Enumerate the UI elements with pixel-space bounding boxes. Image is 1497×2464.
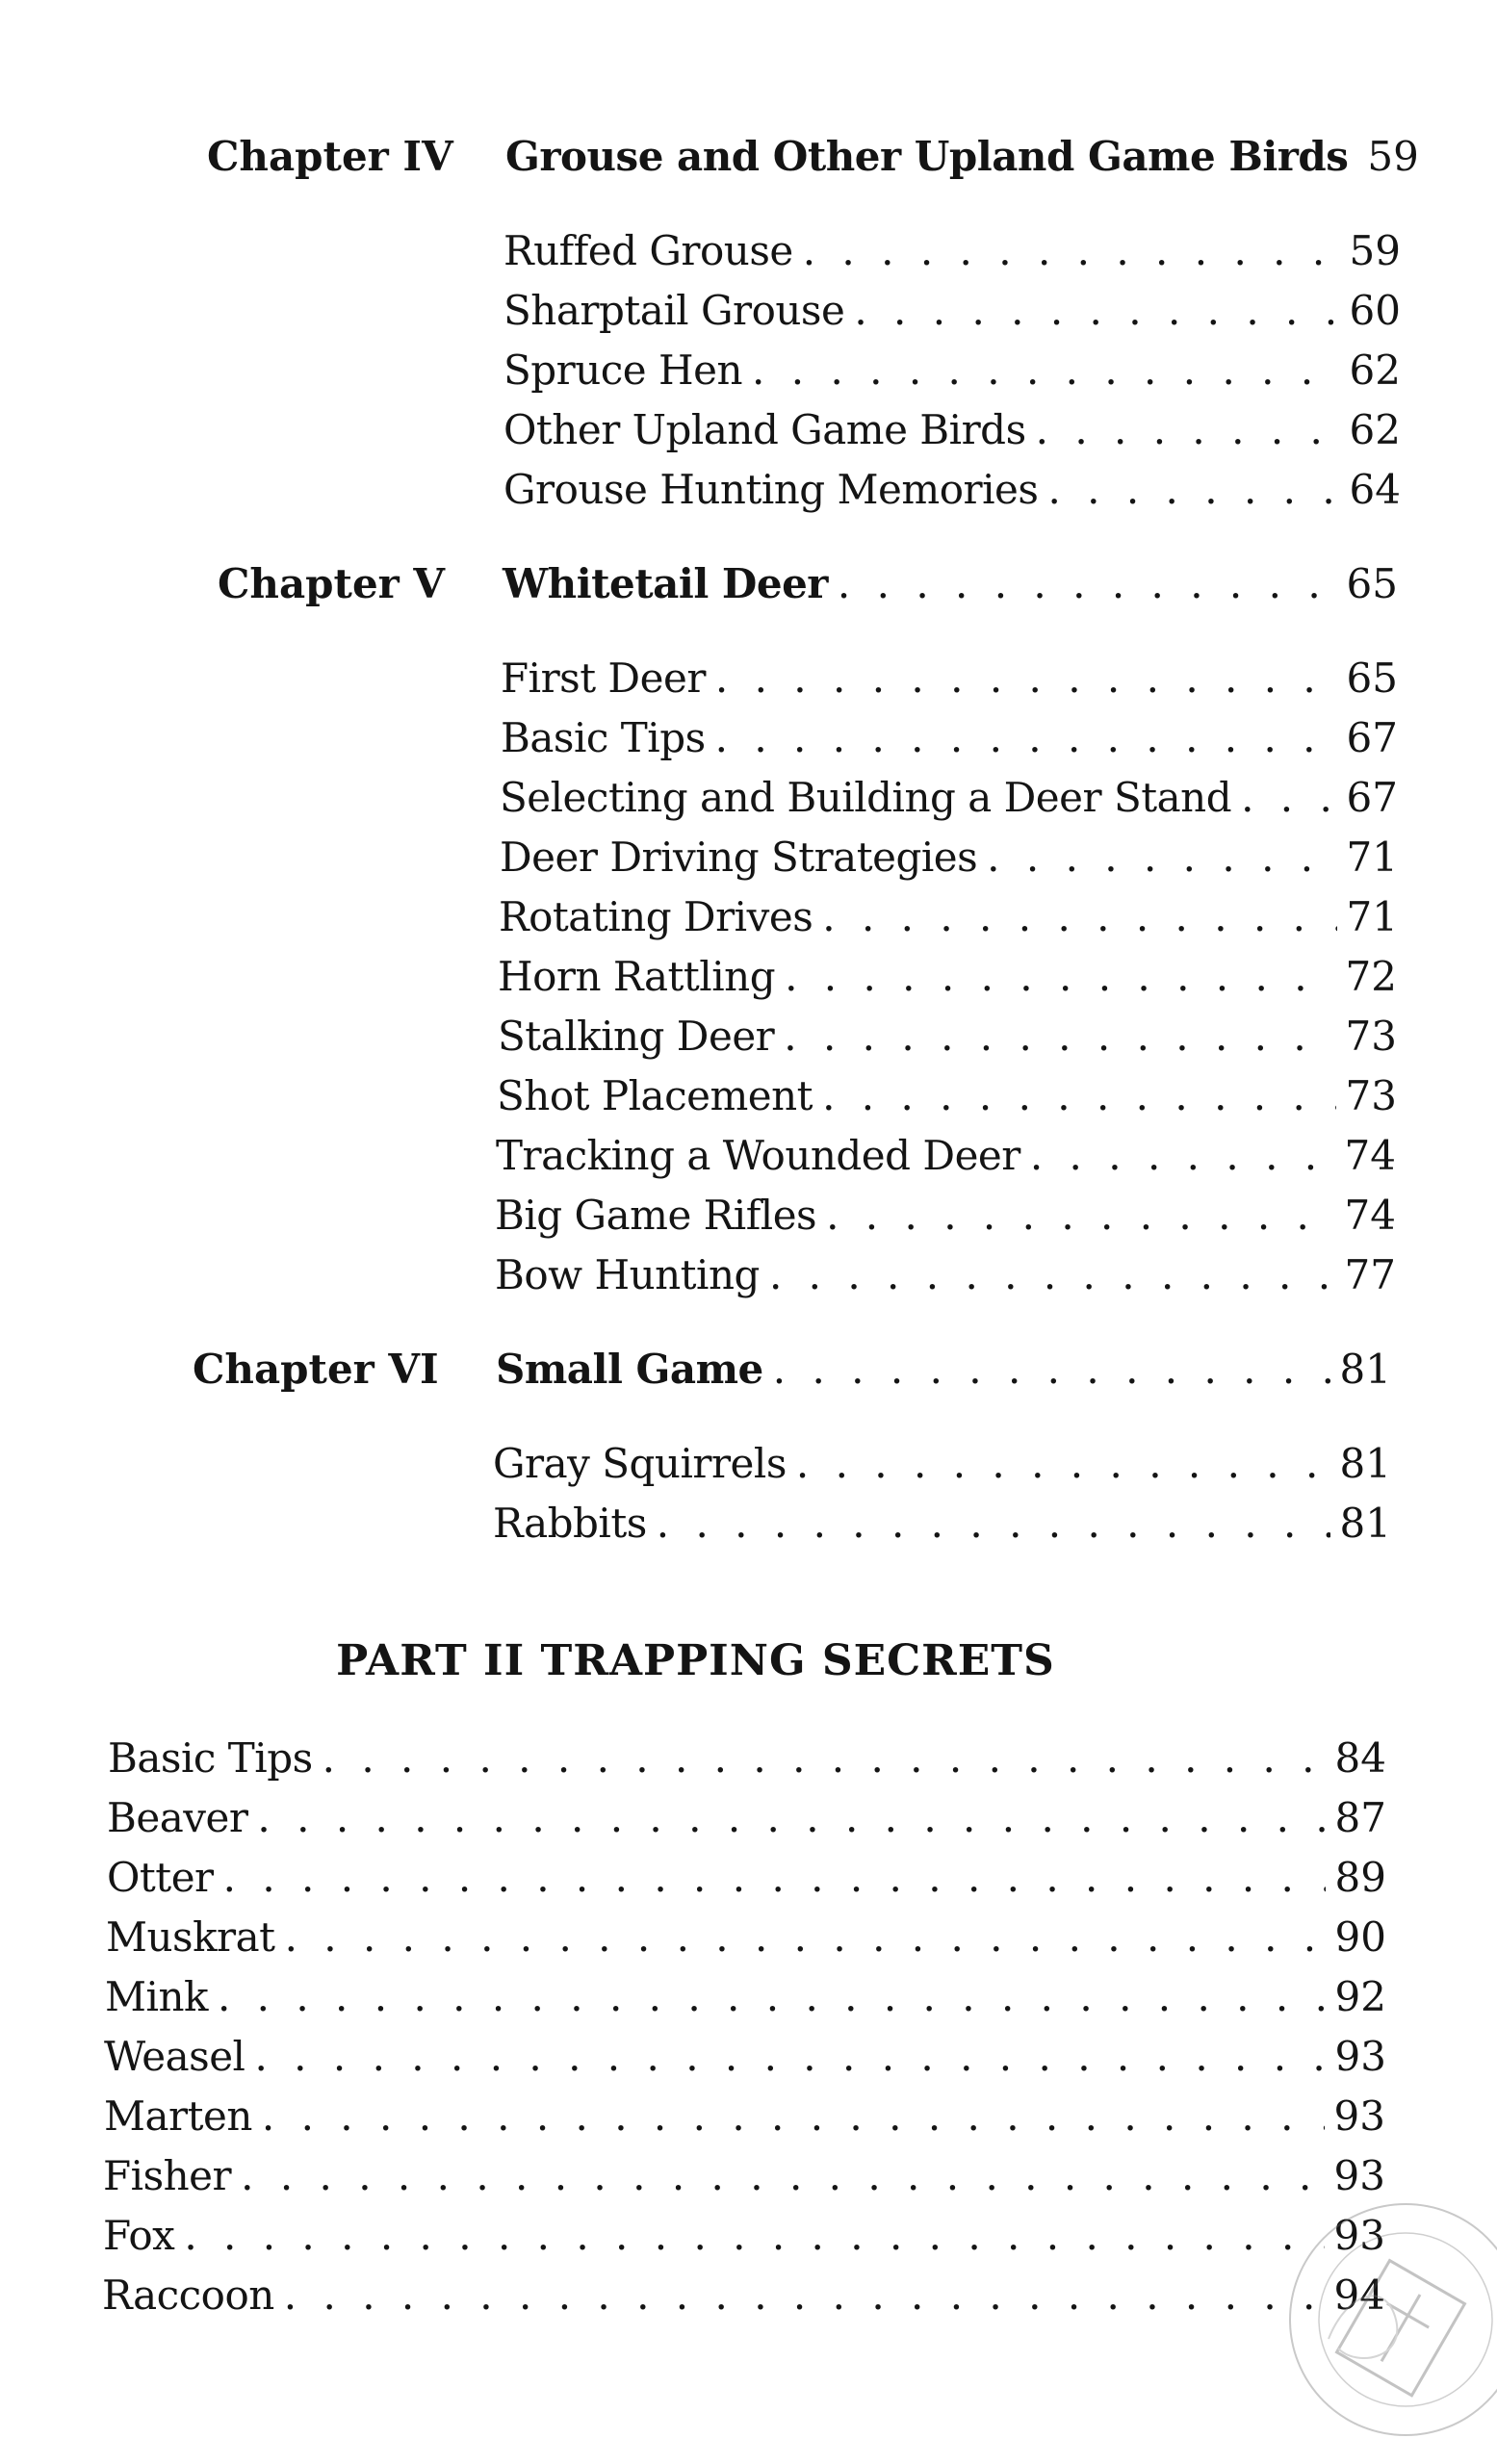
page-number: 62 — [1349, 406, 1401, 453]
dot-leader — [241, 2146, 1324, 2206]
dot-leader — [657, 1494, 1330, 1553]
page-number: 81 — [1339, 1500, 1391, 1547]
page-number: 59 — [1367, 133, 1419, 180]
entry-title: Selecting and Building a Deer Stand — [500, 774, 1232, 821]
page-number: 72 — [1345, 953, 1397, 1000]
dot-leader — [1047, 460, 1339, 520]
toc-entry[interactable] — [503, 341, 1401, 400]
toc-entry[interactable] — [493, 1494, 1391, 1553]
entry-title: Raccoon — [102, 2272, 274, 2319]
dot-leader — [785, 947, 1335, 1007]
page-number: 71 — [1346, 893, 1398, 940]
dot-leader — [752, 341, 1340, 400]
entry-title: Fox — [103, 2212, 175, 2259]
chapter-label: Chapter V — [218, 560, 446, 607]
page-number: 74 — [1344, 1192, 1396, 1239]
entry-title: Deer Driving Strategies — [500, 834, 978, 881]
entry-title: Tracking a Wounded Deer — [496, 1132, 1020, 1179]
toc-entry[interactable] — [503, 460, 1401, 520]
toc-entry[interactable] — [501, 649, 1398, 708]
page-number: 67 — [1346, 714, 1398, 761]
page-number: 60 — [1349, 287, 1401, 334]
dot-leader — [715, 708, 1337, 768]
dot-leader — [285, 1908, 1326, 1967]
toc-entry[interactable] — [496, 1126, 1396, 1186]
entry-title: Stalking Deer — [498, 1013, 775, 1060]
page-number: 90 — [1334, 1913, 1386, 1961]
toc-entry[interactable] — [498, 947, 1397, 1007]
dot-leader — [803, 221, 1340, 281]
entry-title: Other Upland Game Birds — [503, 406, 1026, 453]
entry-title: Spruce Hen — [503, 346, 743, 394]
dot-leader — [284, 2266, 1325, 2325]
dot-leader — [987, 828, 1336, 887]
chapter-title: Whitetail Deer — [503, 560, 828, 607]
entry-title: Sharptail Grouse — [503, 287, 845, 334]
entry-title: Basic Tips — [501, 714, 706, 761]
page-number: 67 — [1346, 774, 1398, 821]
page-number: 89 — [1334, 1854, 1386, 1901]
entry-title: Grouse Hunting Memories — [503, 466, 1039, 513]
entry-title: Basic Tips — [108, 1734, 313, 1782]
entry-title: Fisher — [103, 2152, 232, 2199]
toc-entry[interactable] — [503, 281, 1401, 341]
toc-entry[interactable] — [104, 2087, 1385, 2146]
toc-entry[interactable] — [500, 828, 1398, 887]
page-number: 93 — [1333, 2212, 1385, 2259]
dot-leader — [773, 1340, 1330, 1399]
toc-entry[interactable] — [103, 2206, 1385, 2266]
entry-title: Mink — [105, 1973, 208, 2020]
toc-entry[interactable] — [106, 1908, 1386, 1967]
dot-leader — [715, 649, 1337, 708]
dot-leader — [257, 1788, 1325, 1848]
page-number: 87 — [1334, 1794, 1386, 1841]
toc-entry[interactable] — [107, 1788, 1386, 1848]
page-number: 84 — [1334, 1734, 1386, 1782]
toc-chapter-row[interactable] — [496, 1340, 1391, 1399]
dot-leader — [826, 1186, 1334, 1245]
toc-entry[interactable] — [497, 1066, 1397, 1126]
toc-entry[interactable] — [107, 1848, 1386, 1908]
toc-entry[interactable] — [102, 2266, 1385, 2325]
toc-entry[interactable] — [500, 768, 1398, 828]
chapter-label: Chapter IV — [207, 133, 453, 180]
toc-entry[interactable] — [503, 400, 1401, 460]
page-number: 73 — [1345, 1013, 1397, 1060]
dot-leader — [323, 1729, 1326, 1788]
page-number: 92 — [1334, 1973, 1386, 2020]
page-number: 94 — [1333, 2272, 1385, 2319]
page-number: 62 — [1349, 346, 1401, 394]
entry-title: Otter — [107, 1854, 214, 1901]
toc-entry[interactable] — [105, 1967, 1386, 2027]
page-number: 71 — [1346, 834, 1398, 881]
page-number: 73 — [1345, 1072, 1397, 1119]
toc-chapter-row[interactable] — [503, 554, 1398, 614]
part-heading: PART II TRAPPING SECRETS — [336, 1636, 1055, 1685]
page-number: 93 — [1333, 2092, 1385, 2140]
entry-title: Muskrat — [106, 1913, 275, 1961]
page-number: 65 — [1346, 654, 1398, 702]
toc-entry[interactable] — [103, 2146, 1385, 2206]
entry-title: Rotating Drives — [499, 893, 813, 940]
page-number: 64 — [1349, 466, 1401, 513]
entry-title: Marten — [104, 2092, 252, 2140]
page-number: 77 — [1344, 1251, 1396, 1298]
page-number: 81 — [1339, 1440, 1391, 1487]
dot-leader — [223, 1848, 1326, 1908]
entry-title: Beaver — [107, 1794, 248, 1841]
dot-leader — [822, 1066, 1335, 1126]
entry-title: Weasel — [104, 2033, 245, 2080]
dot-leader — [822, 887, 1336, 947]
chapter-title: Grouse and Other Upland Game Birds — [505, 133, 1349, 180]
dot-leader — [1036, 400, 1340, 460]
dot-leader — [254, 2027, 1325, 2087]
dot-leader — [184, 2206, 1324, 2266]
entry-title: Shot Placement — [497, 1072, 813, 1119]
entry-title: Bow Hunting — [495, 1251, 760, 1298]
page-number: 59 — [1349, 227, 1401, 274]
dot-leader — [262, 2087, 1325, 2146]
toc-entry[interactable] — [108, 1729, 1386, 1788]
bookshop-seal-icon — [1271, 2175, 1497, 2464]
toc-entry[interactable] — [499, 887, 1398, 947]
page-number: 93 — [1333, 2152, 1385, 2199]
entry-title: Big Game Rifles — [495, 1192, 817, 1239]
toc-entry[interactable] — [495, 1186, 1396, 1245]
dot-leader — [769, 1245, 1335, 1305]
toc-entry[interactable] — [104, 2027, 1386, 2087]
dot-leader — [1030, 1126, 1335, 1186]
entry-title: First Deer — [501, 654, 706, 702]
dot-leader — [796, 1434, 1330, 1494]
entry-title: Ruffed Grouse — [503, 227, 793, 274]
dot-leader — [854, 281, 1339, 341]
entry-title: Rabbits — [493, 1500, 647, 1547]
chapter-title: Small Game — [496, 1346, 763, 1393]
dot-leader — [838, 554, 1337, 614]
toc-chapter-row[interactable] — [505, 127, 1419, 187]
dot-leader — [1241, 768, 1336, 828]
toc-entry[interactable] — [498, 1007, 1397, 1066]
entry-title: Horn Rattling — [498, 953, 776, 1000]
dot-leader — [218, 1967, 1326, 2027]
toc-entry[interactable] — [503, 221, 1401, 281]
toc-entry[interactable] — [493, 1434, 1391, 1494]
dot-leader — [784, 1007, 1335, 1066]
page-number: 93 — [1334, 2033, 1386, 2080]
page-number: 81 — [1339, 1346, 1391, 1393]
toc-entry[interactable] — [495, 1245, 1396, 1305]
chapter-label: Chapter VI — [193, 1346, 439, 1393]
page-number: 74 — [1344, 1132, 1396, 1179]
toc-entry[interactable] — [501, 708, 1398, 768]
entry-title: Gray Squirrels — [493, 1440, 787, 1487]
page-number: 65 — [1346, 560, 1398, 607]
